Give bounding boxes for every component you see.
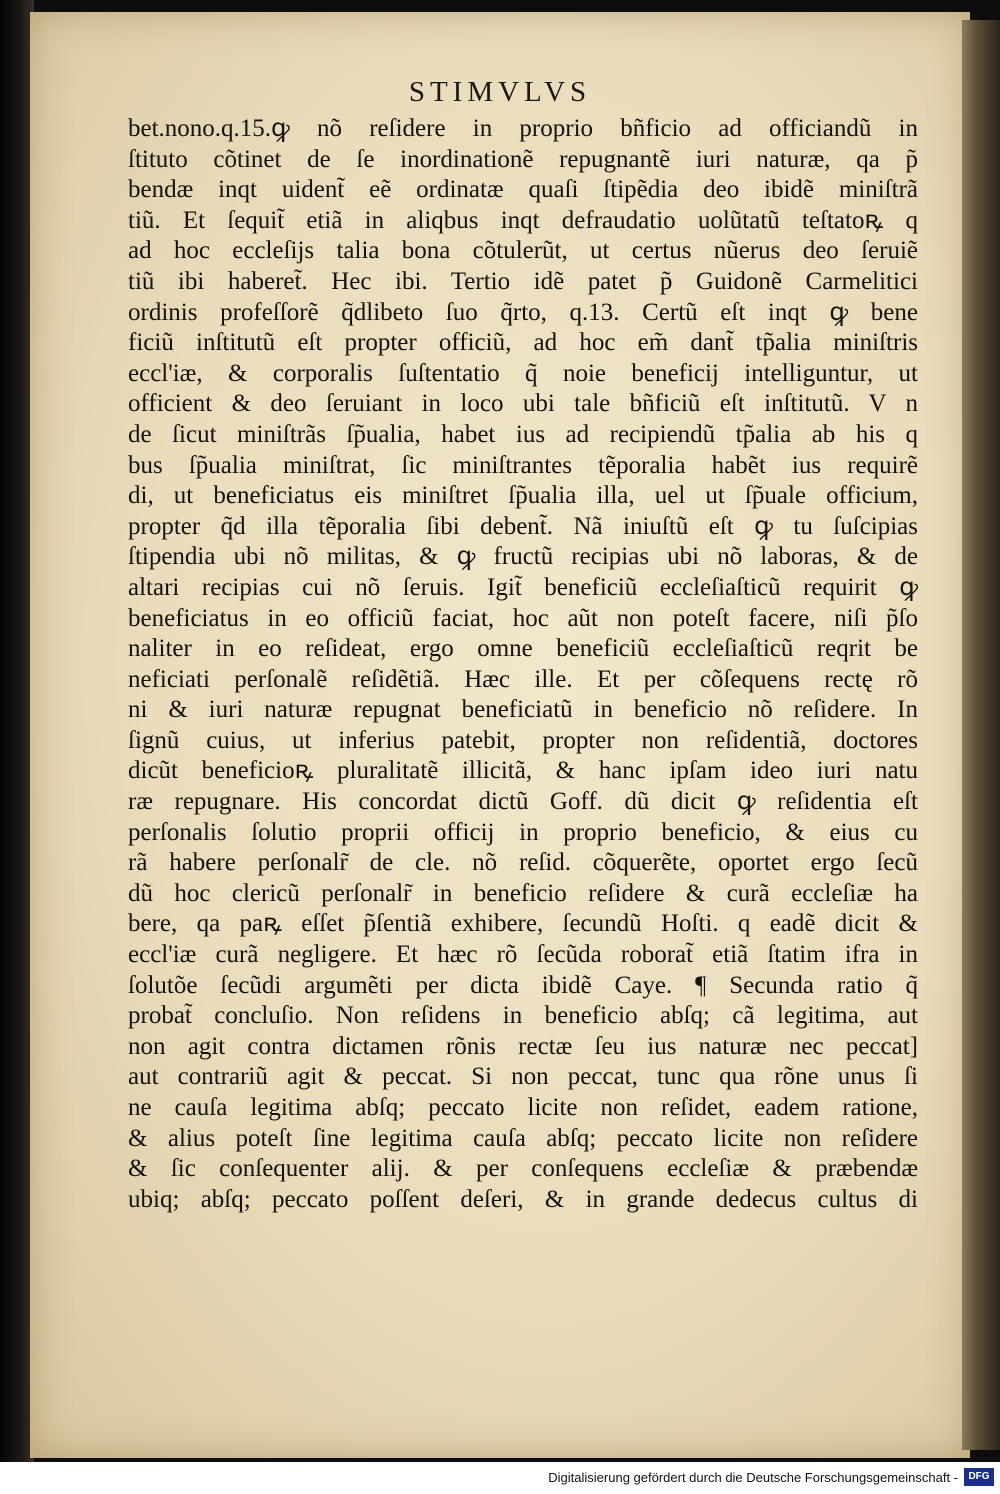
text-line: ſolutõe ſecũdi argumẽti per dicta ibidẽ Caye. ¶ Secunda ratio q̃ — [128, 971, 918, 999]
text-line: rã habere perſonalr̃ de cle. nõ reſid. cõquerẽte, oportet ergo ſecũ — [128, 849, 918, 877]
text-line: bere, qa paꝶ eſſet p̃ſentiã exhibere, ſecundũ Hoſti. q eadẽ dicit & — [128, 910, 918, 938]
page-edge — [962, 20, 1000, 1450]
running-title: STIMVLVS — [408, 76, 592, 108]
dfg-logo: DFG — [964, 1468, 994, 1486]
text-line: altari recipias cui nõ ſeruis. Igit̃ beneficiũ eccleſiaſticũ requirit ꝙ — [128, 573, 918, 601]
text-line: tiũ ibi haberet̃. Hec ibi. Tertio idẽ patet p̃ Guidonẽ Carmelitici — [128, 267, 918, 295]
text-line: ne cauſa legitima abſq; peccato licite non reſidet, eadem ratione, — [128, 1094, 918, 1121]
text-line: bendæ inqt uident̃ eẽ ordinatæ quaſi ſtipẽdia deo ibidẽ miniſtrã — [128, 176, 918, 204]
text-line: ni & iuri naturæ repugnat beneficiatũ in beneficio nõ reſidere. In — [128, 696, 918, 724]
text-line: ſtipendia ubi nõ militas, & ꝙ fructũ recipias ubi nõ laboras, & de — [128, 543, 918, 571]
text-line: & alius poteſt ſine legitima cauſa abſq; peccato licite non reſidere — [128, 1124, 918, 1152]
text-line: eccl'iæ curã negligere. Et hæc rõ ſecũda roborat̃ etiã ſtatim ifra in — [128, 941, 918, 969]
text-line: aut contrariũ agit & peccat. Si non peccat, tunc qua rõne unus ſi — [128, 1063, 918, 1091]
text-line: & ſic conſequenter alij. & per conſequens eccleſiæ & præbendæ — [128, 1155, 918, 1183]
text-line: officient & deo ſeruiant in loco ubi tale bñficiũ eſt inſtitutũ. V n — [128, 390, 918, 418]
text-line: ubiq; abſq; peccato poſſent deſeri, & in grande dedecus cultus di — [128, 1185, 918, 1213]
text-line: eccl'iæ, & corporalis ſuſtentatio q̃ noie beneficij intelliguntur, ut — [128, 359, 918, 387]
text-line: ad hoc eccleſijs talia bona cõtulerũt, ut certus nũerus deo ſeruiẽ — [128, 237, 918, 265]
text-line: dũ hoc clericũ perſonalr̃ in beneficio reſidere & curã eccleſiæ ha — [128, 879, 918, 907]
text-line: ordinis profeſſorẽ q̃dlibeto ſuo q̃rto, q.13. Certũ eſt inqt ꝙ bene — [128, 298, 918, 326]
text-line: non agit contra dictamen rõnis rectæ ſeu ius naturæ nec peccat] — [128, 1032, 918, 1060]
book-binding — [0, 0, 34, 1462]
text-line: beneficiatus in eo officiũ faciat, hoc aũt non poteſt facere, niſi p̃ſo — [128, 604, 918, 632]
text-line: di, ut beneficiatus eis miniſtret ſp̃ualia illa, uel ut ſp̃uale officium, — [128, 482, 918, 510]
text-line: de ſicut miniſtrãs ſp̃ualia, habet ius ad recipiendũ tp̃alia ab his q — [128, 420, 918, 448]
text-line: dicũt beneficioꝶ pluralitatẽ illicitã, & hanc ipſam ideo iuri natu — [128, 757, 918, 785]
text-line: perſonalis ſolutio proprii officij in proprio beneficio, & eius cu — [128, 818, 918, 846]
text-line: ræ repugnare. His concordat dictũ Goff. dũ dicit ꝙ reſidentia eſt — [128, 788, 918, 816]
text-line: probat̃ concluſio. Non reſidens in beneficio abſq; cã legitima, aut — [128, 1002, 918, 1030]
text-line: ſignũ cuius, ut inferius patebit, propter non reſidentiã, doctores — [128, 726, 918, 754]
funding-credit: Digitalisierung gefördert durch die Deutsche Forschungsgemeinschaft - — [548, 1470, 958, 1485]
text-line: bet.nono.q.15.ꝙ nõ reſidere in proprio bñficio ad officiandũ in — [128, 115, 918, 142]
text-line: tiũ. Et ſequit̃ etiã in aliqbus inqt defraudatio uolũtatũ teſtatoꝶ q — [128, 206, 918, 234]
text-line: naliter in eo reſideat, ergo omne beneficiũ eccleſiaſticũ reqrit be — [128, 635, 918, 663]
text-line: ſtituto cõtinet de ſe inordinationẽ repugnantẽ iuri naturæ, qa p̃ — [128, 145, 918, 173]
page-text — [128, 114, 918, 1215]
text-line: ficiũ inſtitutũ eſt propter officiũ, ad hoc em̃ dant̃ tp̃alia miniſtris — [128, 329, 918, 357]
footer-bar — [0, 1462, 1000, 1494]
text-line: propter q̃d illa tẽporalia ſibi debent̃. Nã iniuſtũ eſt ꝙ tu ſuſcipias — [128, 512, 918, 540]
text-line: neficiati perſonalẽ reſidẽtiã. Hæc ille. Et per cõſequens rectę rõ — [128, 665, 918, 693]
text-line: bus ſp̃ualia miniſtrat, ſic miniſtrantes tẽporalia habẽt ius requirẽ — [128, 451, 918, 479]
